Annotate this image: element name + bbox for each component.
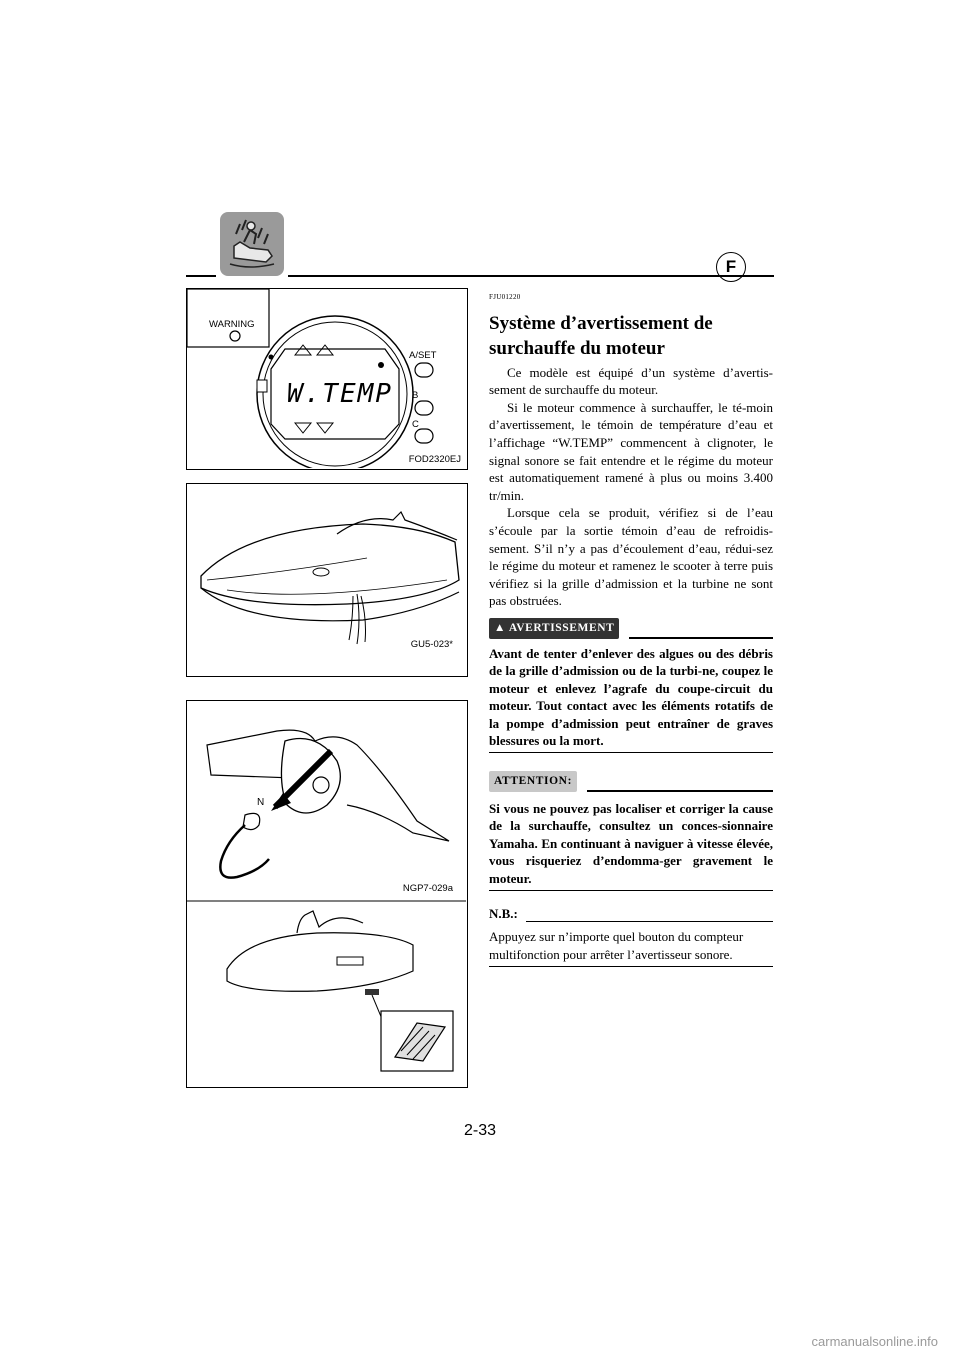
rule: [526, 921, 773, 923]
paragraph: Si le moteur commence à surchauffer, le té-moin d’avertissement, le témoin de température d’eau et l’affichage “W.TEMP” commencent à clignoter, le signal sonore se fait entendre et le régime du moteur est automatiquement ramené à plus ou moins 3.400 tr/min.: [489, 399, 773, 503]
rule: [587, 790, 773, 792]
header-rule-left: [186, 275, 216, 277]
note-text: Appuyez sur n’importe quel bouton du compteur multifonction pour arrêter l’avertisseur sonore.: [489, 928, 773, 967]
warning-text: Avant de tenter d’enlever des algues ou des débris de la grille d’admission ou de la turbi-ne, coupez le moteur et enlevez l’agrafe du coupe-circuit du moteur. Tout contact avec les éléments rotatifs de la pompe d’admission peut entraîner de graves blessures ou la mort.: [489, 645, 773, 754]
figure-water-outlet: [186, 483, 468, 677]
section-title: Système d’avertissement de surchauffe du moteur: [489, 312, 713, 359]
note-label: N.B.:: [489, 905, 518, 921]
meter-display-text: W.TEMP: [287, 379, 393, 409]
warning-lamp-label: WARNING: [209, 319, 255, 330]
button-b-label: B: [412, 390, 419, 401]
caution-text: Si vous ne pouvez pas localiser et corriger la cause de la surchauffe, consultez un conces-sionnaire Yamaha. En continuant à naviguer à vitesse élevée, vous risqueriez d’endomma-ger gravement le moteur.: [489, 800, 773, 891]
button-c-label: C: [412, 419, 419, 430]
language-badge: F: [716, 252, 746, 282]
warning-header: [489, 618, 773, 639]
figure-code: GU5-023*: [410, 639, 453, 650]
figure-code: NGP7-029a: [402, 883, 453, 894]
watermark: carmanualsonline.info: [811, 1334, 938, 1349]
figure-code: FOD2320EJ: [408, 454, 461, 465]
caution-header: [489, 771, 773, 792]
note-header: [489, 905, 773, 923]
section-code: FJU01220: [489, 293, 521, 301]
rule: [629, 637, 773, 639]
figure-lanyard-intake: [186, 700, 468, 1088]
lanyard-letter: N: [257, 797, 265, 808]
warning-badge-label: AVERTISSEMENT: [508, 621, 615, 634]
text-column: [489, 289, 773, 967]
paragraph: Ce modèle est équipé d’un système d’avertis-sement de surchauffe du moteur.: [489, 364, 773, 398]
paragraph: Lorsque cela se produit, vérifiez si de l’eau s’écoule par la sortie témoin d’eau de refroidis-sement. S’il n’y a pas d’écoulement d’eau, rédui-sez le régime du moteur et ramenez le scooter à terre puis vérifiez si la grille d’admission et la turbine ne sont pas obstruées.: [489, 505, 773, 609]
warning-badge: [489, 618, 619, 639]
warning-triangle-icon: ▲: [494, 621, 506, 634]
jetski-rider-icon: [220, 212, 284, 276]
button-a-label: A/SET: [409, 350, 437, 361]
header-rule-right: [288, 275, 774, 277]
page-number: 2-33: [463, 1122, 497, 1139]
caution-badge: ATTENTION:: [489, 771, 577, 792]
figure-meter: [186, 288, 468, 470]
